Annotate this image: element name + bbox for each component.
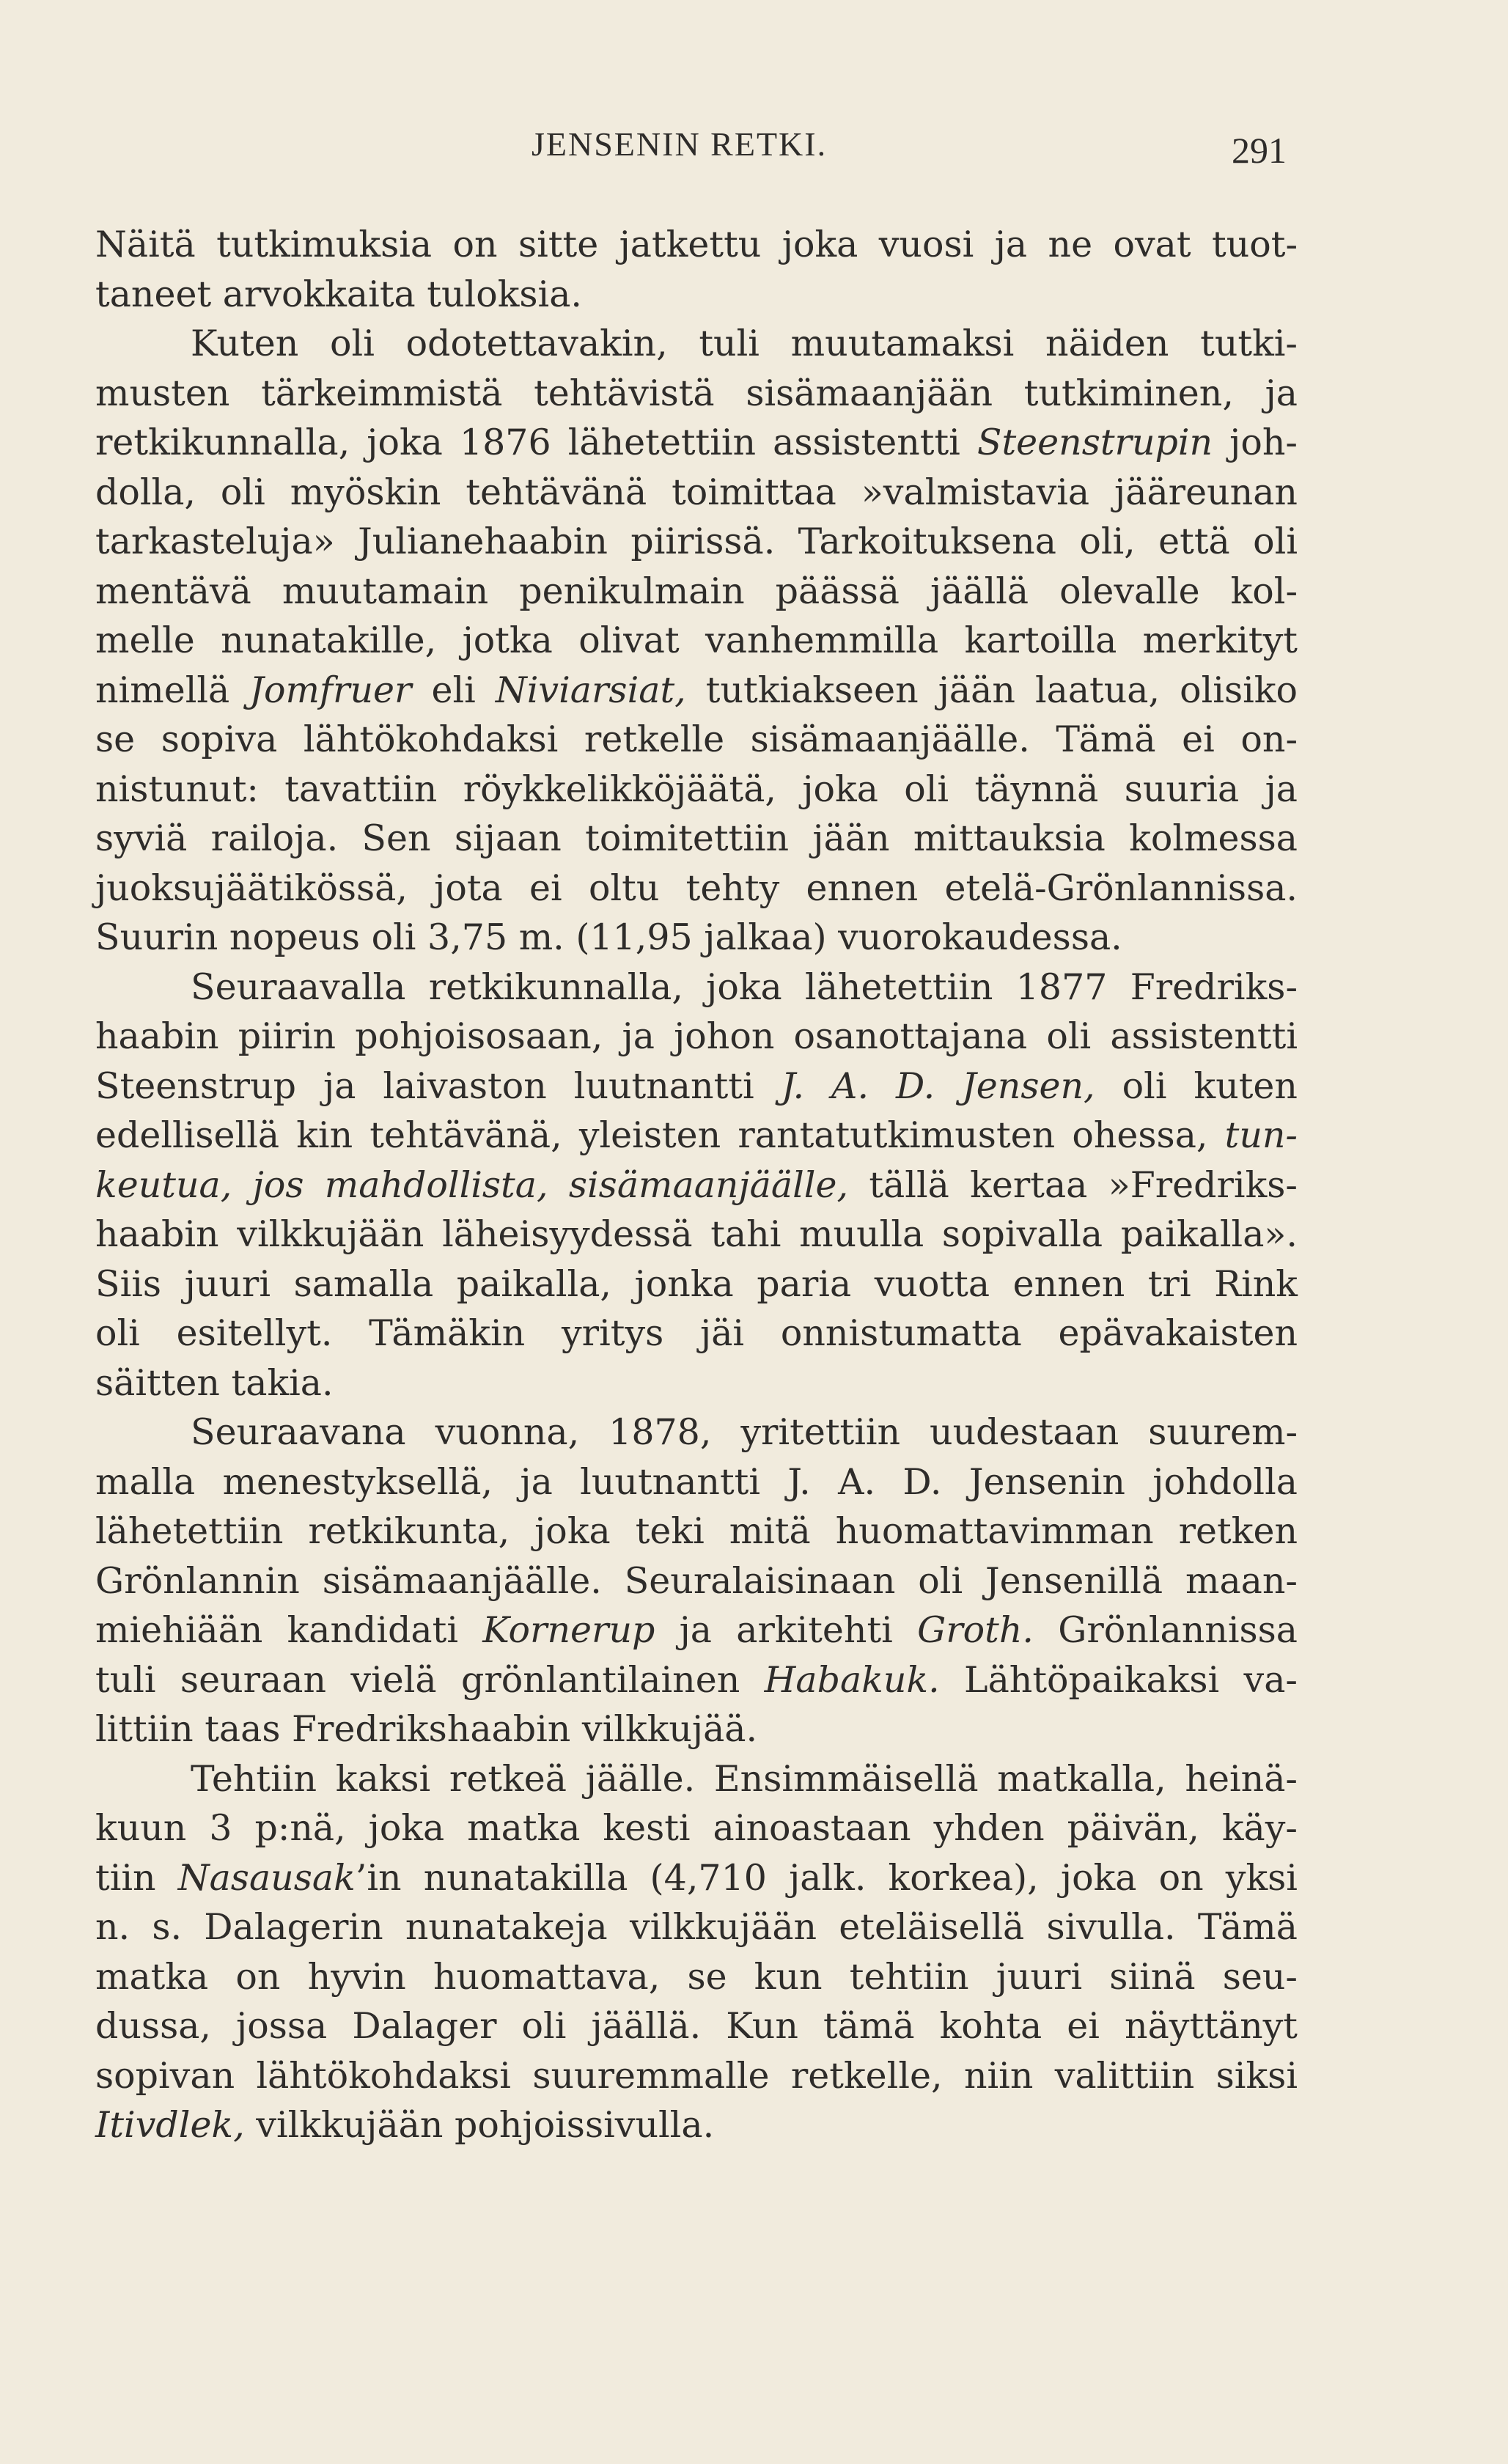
text-line: tiin Nasausak’in nunatakilla (4,710 jalk. korkea), joka on yksi	[95, 1856, 1298, 1899]
text-line: edellisellä kin tehtävänä, yleisten rantatutkimusten ohessa, tun-	[95, 1114, 1298, 1156]
text-line: säitten takia.	[95, 1361, 334, 1404]
body-text	[95, 220, 1298, 2150]
text-line: Steenstrup ja laivaston luutnantti J. A. D. Jensen, oli kuten	[95, 1064, 1298, 1107]
text-line: taneet arvokkaita tuloksia.	[95, 273, 583, 315]
text-line: dolla, oli myöskin tehtävänä toimittaa »valmistavia jääreunan	[95, 471, 1298, 513]
text-line: malla menestyksellä, ja luutnantti J. A. D. Jensenin johdolla	[95, 1460, 1298, 1503]
running-title: JENSENIN RETKI.	[532, 125, 828, 163]
text-line: tuli seuraan vielä grönlantilainen Habakuk. Lähtöpaikaksi va-	[95, 1658, 1298, 1701]
text-line: nimellä Jomfruer eli Niviarsiat, tutkiakseen jään laatua, olisiko	[95, 669, 1298, 711]
text-line: n. s. Dalagerin nunatakeja vilkkujään eteläisellä sivulla. Tämä	[95, 1906, 1298, 1948]
text-line: Siis juuri samalla paikalla, jonka paria vuotta ennen tri Rink	[95, 1262, 1298, 1305]
text-line: haabin piirin pohjoisosaan, ja johon osanottajana oli assistentti	[95, 1015, 1298, 1057]
text-line: Suurin nopeus oli 3,75 m. (11,95 jalkaa) vuorokaudessa.	[95, 916, 1122, 958]
text-line: Näitä tutkimuksia on sitte jatkettu joka vuosi ja ne ovat tuot-	[95, 224, 1298, 265]
text-line: syviä railoja. Sen sijaan toimitettiin jään mittauksia kolmessa	[95, 817, 1298, 859]
text-line: matka on hyvin huomattava, se kun tehtiin juuri siinä seu-	[95, 1955, 1298, 1998]
italic-name: J. A. D. Jensen,	[781, 1064, 1095, 1107]
italic-phrase: keutua, jos mahdollista, sisämaanjäälle,	[95, 1163, 849, 1206]
text-line: melle nunatakille, jotka olivat vanhemmilla kartoilla merkityt	[95, 619, 1298, 661]
italic-name: Nasausak	[177, 1856, 356, 1899]
italic-name: Itivdlek,	[95, 2104, 245, 2146]
text-line: Tehtiin kaksi retkeä jäälle. Ensimmäisellä matkalla, heinä-	[191, 1757, 1298, 1800]
italic-name: Steenstrupin	[976, 422, 1213, 463]
italic-name: Niviarsiat,	[495, 669, 686, 711]
text-line: Seuraavana vuonna, 1878, yritettiin uudestaan suurem-	[191, 1411, 1298, 1453]
italic-name: Kornerup	[482, 1609, 655, 1651]
italic-name: Habakuk.	[764, 1658, 940, 1701]
text-line: kuun 3 p:nä, joka matka kesti ainoastaan yhden päivän, käy-	[95, 1807, 1298, 1849]
page-number: 291	[1232, 130, 1287, 171]
text-line: musten tärkeimmistä tehtävistä sisämaanjään tutkiminen, ja	[95, 372, 1298, 414]
text-line: Seuraavalla retkikunnalla, joka lähetettiin 1877 Fredriks-	[191, 966, 1298, 1008]
text-line: littiin taas Fredrikshaabin vilkkujää.	[95, 1708, 758, 1750]
text-line: oli esitellyt. Tämäkin yritys jäi onnistumatta epävakaisten	[95, 1312, 1298, 1354]
text-line: nistunut: tavattiin röykkelikköjäätä, joka oli täynnä suuria ja	[95, 768, 1298, 810]
italic-name: Groth.	[917, 1609, 1034, 1651]
italic-name: Jomfruer	[249, 669, 412, 711]
text-line: sopivan lähtökohdaksi suuremmalle retkelle, niin valittiin siksi	[95, 2054, 1298, 2097]
text-line: Grönlannin sisämaanjäälle. Seuralaisinaan oli Jensenillä maan-	[95, 1559, 1298, 1602]
text-line: Itivdlek, vilkkujään pohjoissivulla.	[95, 2104, 715, 2146]
text-line: dussa, jossa Dalager oli jäällä. Kun tämä kohta ei näyttänyt	[95, 2005, 1298, 2047]
text-line: se sopiva lähtökohdaksi retkelle sisämaanjäälle. Tämä ei on-	[95, 718, 1298, 760]
text-line: mentävä muutamain penikulmain päässä jäällä olevalle kol-	[95, 570, 1298, 612]
text-line: tarkasteluja» Julianehaabin piirissä. Tarkoituksena oli, että oli	[95, 521, 1298, 562]
text-line: lähetettiin retkikunta, joka teki mitä huomattavimman retken	[95, 1510, 1298, 1552]
text-line: retkikunnalla, joka 1876 lähetettiin assistentti Steenstrupin joh-	[95, 422, 1298, 463]
text-line: juoksujäätikössä, jota ei oltu tehty ennen etelä-Grönlannissa.	[95, 867, 1298, 909]
text-line: keutua, jos mahdollista, sisämaanjäälle, tällä kertaa »Fredriks-	[95, 1163, 1298, 1206]
text-line: Kuten oli odotettavakin, tuli muutamaksi näiden tutki-	[191, 323, 1298, 364]
page-header	[0, 125, 1508, 176]
text-line: miehiään kandidati Kornerup ja arkitehti Groth. Grönlannissa	[95, 1609, 1298, 1651]
italic-phrase: tun-	[1224, 1114, 1298, 1156]
text-line: haabin vilkkujään läheisyydessä tahi muulla sopivalla paikalla».	[95, 1213, 1298, 1255]
